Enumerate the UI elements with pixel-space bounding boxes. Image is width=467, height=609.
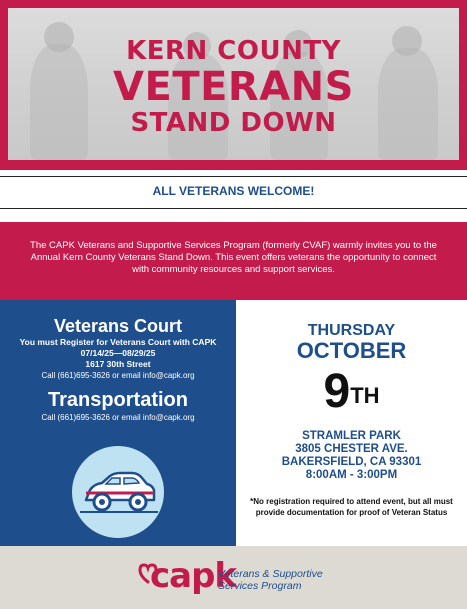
event-date-number: 9 [323, 365, 351, 418]
welcome-text: ALL VETERANS WELCOME! [152, 184, 315, 198]
transportation-title: Transportation [47, 389, 188, 411]
veterans-court-register: You must Register for Veterans Court with CAPK [19, 337, 217, 347]
event-time: 8:00AM - 3:00PM [305, 469, 398, 481]
event-date-suffix: TH [350, 383, 380, 408]
event-date [236, 365, 467, 418]
divider-top [0, 176, 467, 177]
event-details [236, 300, 467, 546]
header-photo-background [8, 8, 459, 160]
event-address-1: 3805 CHESTER AVE. [295, 443, 408, 455]
car-icon [72, 446, 164, 538]
event-venue: STRAMLER PARK [302, 430, 401, 442]
divider-bottom [0, 208, 467, 209]
program-name [218, 568, 323, 592]
veterans-court-contact: Call (661)695-3626 or email info@capk.org [41, 371, 195, 380]
event-day: THURSDAY [307, 322, 396, 339]
event-note: *No registration required to attend event, but all must provide documentation for proof of Veteran Status [250, 497, 453, 517]
title-line-1: KERN COUNTY [126, 36, 341, 66]
event-month: OCTOBER [296, 338, 407, 363]
veterans-court-dates: 07/14/25—08/29/25 [80, 348, 156, 358]
header-banner [0, 0, 467, 170]
title-line-3: STAND DOWN [130, 108, 337, 138]
intro-paragraph: The CAPK Veterans and Supportive Services Program (formerly CVAF) warmly invites you to the Annual Kern County Veterans Stand Down. This event offers veterans the opportunity to connect with community resources and support services. [0, 222, 467, 300]
program-name-line-2: Services Program [218, 580, 302, 592]
info-panel [0, 300, 236, 546]
event-venue-block [236, 430, 467, 482]
veterans-court-title: Veterans Court [53, 316, 183, 336]
title-line-2: VETERANS [113, 64, 354, 110]
capk-logo-text: capk [150, 556, 237, 596]
event-address-2: BAKERSFIELD, CA 93301 [281, 456, 422, 468]
transportation-contact: Call (661)695-3626 or email info@capk.org [41, 413, 195, 422]
program-name-line-1: Veterans & Supportive [218, 568, 323, 580]
veterans-court-address: 1617 30th Street [85, 359, 151, 369]
